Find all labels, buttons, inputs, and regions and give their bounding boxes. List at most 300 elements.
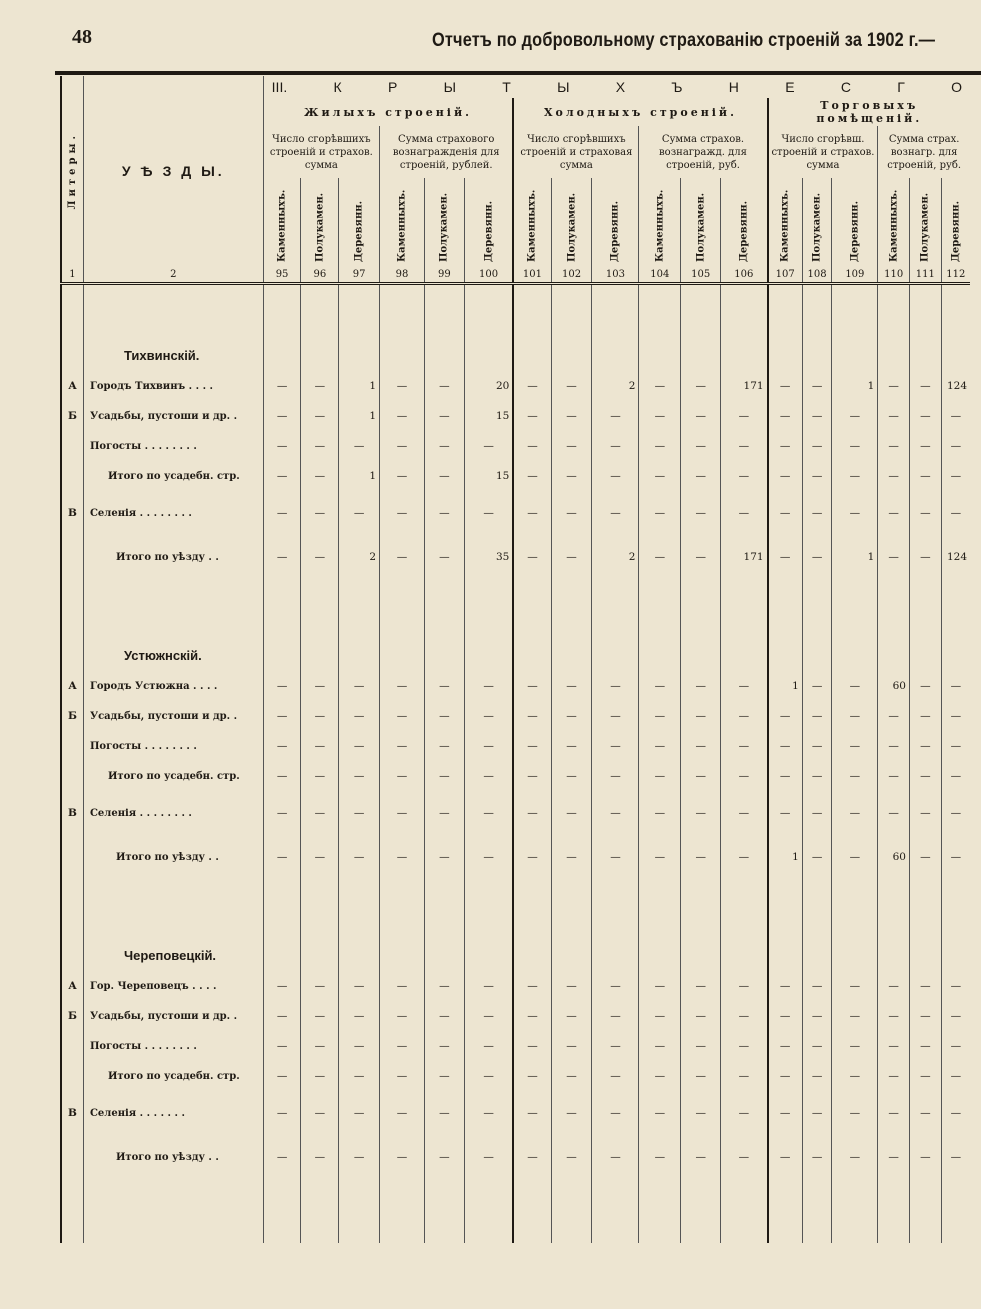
column-number: 99 [425, 266, 465, 284]
cell-value: — [301, 1031, 339, 1061]
cell-value: — [681, 671, 721, 701]
cell-value: — [592, 671, 639, 701]
cell-value: — [878, 491, 910, 535]
cell-value: — [301, 791, 339, 835]
cell-value: 1 [768, 671, 803, 701]
cell-value: — [513, 1091, 551, 1135]
cell-value: — [380, 535, 425, 579]
cell-value: — [339, 1091, 380, 1135]
row-name: Усадьбы, пустоши и др. . [83, 701, 263, 731]
cell-value: — [768, 535, 803, 579]
cell-value: — [910, 401, 942, 431]
page-number: 48 [72, 26, 92, 48]
material-header: Деревянн. [832, 178, 878, 266]
table-row [61, 535, 970, 579]
cell-value: — [263, 1135, 301, 1179]
cell-value: — [513, 401, 551, 431]
cell-value: 1 [832, 371, 878, 401]
column-number: 100 [464, 266, 513, 284]
cell-value: — [513, 791, 551, 835]
cell-value: — [592, 491, 639, 535]
cell-value: — [802, 671, 832, 701]
cell-value: — [513, 1061, 551, 1091]
cell-value: — [878, 1061, 910, 1091]
cell-value: — [513, 491, 551, 535]
cell-value: — [425, 371, 465, 401]
cell-value: — [592, 731, 639, 761]
row-name: Погосты . . . . . . . . [83, 731, 263, 761]
cell-value: — [380, 835, 425, 879]
cell-value: — [639, 761, 681, 791]
cell-value: — [263, 431, 301, 461]
cell-value: — [464, 1061, 513, 1091]
column-number: 107 [768, 266, 803, 284]
cell-value: — [832, 671, 878, 701]
table-row [61, 371, 970, 401]
cell-value: — [513, 671, 551, 701]
row-liter: В [61, 1091, 83, 1135]
cell-value: — [339, 731, 380, 761]
cell-value: — [339, 761, 380, 791]
cell-value: 1 [339, 401, 380, 431]
banner-letter: Ъ [671, 79, 683, 95]
insurance-table [60, 76, 970, 1243]
cell-value: — [878, 1091, 910, 1135]
cell-value: — [380, 731, 425, 761]
row-liter: Б [61, 1001, 83, 1031]
cell-value: 2 [592, 371, 639, 401]
cell-value: — [802, 461, 832, 491]
cell-value: — [768, 971, 803, 1001]
cell-value: — [802, 761, 832, 791]
cell-value: — [941, 671, 970, 701]
cell-value: — [639, 1091, 681, 1135]
row-name: Итого по усадебн. стр. [83, 1061, 263, 1091]
row-name: Итого по уѣзду . . [83, 1135, 263, 1179]
cell-value: — [380, 401, 425, 431]
cell-value: — [910, 835, 942, 879]
table-row [61, 761, 970, 791]
cell-value: — [910, 731, 942, 761]
cell-value: — [301, 671, 339, 701]
cell-value: — [464, 791, 513, 835]
group-header: Жилыхъ строеній. [263, 98, 513, 126]
cell-value: — [941, 731, 970, 761]
cell-value: — [263, 761, 301, 791]
cell-value: — [721, 1091, 768, 1135]
cell-value: — [639, 461, 681, 491]
column-number: 98 [380, 266, 425, 284]
column-number: 103 [592, 266, 639, 284]
table-row [61, 671, 970, 701]
cell-value: — [721, 671, 768, 701]
row-liter: В [61, 491, 83, 535]
cell-value: — [380, 371, 425, 401]
cell-value: — [425, 835, 465, 879]
cell-value: 15 [464, 461, 513, 491]
table-row [61, 401, 970, 431]
cell-value: — [263, 535, 301, 579]
cell-value: — [639, 431, 681, 461]
row-name: Усадьбы, пустоши и др. . [83, 401, 263, 431]
banner-letter: Р [387, 79, 398, 95]
cell-value: — [263, 1091, 301, 1135]
cell-value: — [263, 491, 301, 535]
cell-value: — [832, 1091, 878, 1135]
column-number: 96 [301, 266, 339, 284]
cell-value: — [832, 835, 878, 879]
row-name: Усадьбы, пустоши и др. . [83, 1001, 263, 1031]
cell-value: — [551, 1135, 592, 1179]
cell-value: — [941, 791, 970, 835]
cell-value: — [425, 401, 465, 431]
cell-value: — [721, 701, 768, 731]
cell-value: — [339, 701, 380, 731]
cell-value: — [551, 761, 592, 791]
row-name: Итого по усадебн. стр. [83, 761, 263, 791]
cell-value: — [832, 461, 878, 491]
cell-value: — [802, 1091, 832, 1135]
row-liter: А [61, 371, 83, 401]
column-number: 111 [910, 266, 942, 284]
table-row [61, 701, 970, 731]
cell-value: — [910, 1001, 942, 1031]
cell-value: — [425, 971, 465, 1001]
cell-value: — [464, 1135, 513, 1179]
cell-value: — [301, 431, 339, 461]
cell-value: — [681, 535, 721, 579]
cell-value: — [380, 1091, 425, 1135]
cell-value: — [941, 971, 970, 1001]
material-header: Полукамен. [551, 178, 592, 266]
cell-value: — [878, 461, 910, 491]
material-header: Каменныхъ. [263, 178, 301, 266]
cell-value: — [721, 1001, 768, 1031]
cell-value: — [301, 971, 339, 1001]
cell-value: — [464, 491, 513, 535]
banner-letter: С [840, 79, 851, 95]
subgroup-header: Число сгорѣвшихъ строеній и страховая сумма [513, 126, 639, 178]
cell-value: — [551, 731, 592, 761]
cell-value: — [592, 461, 639, 491]
cell-value: — [941, 701, 970, 731]
cell-value: — [802, 535, 832, 579]
cell-value: — [681, 791, 721, 835]
material-header: Каменныхъ. [768, 178, 803, 266]
cell-value: — [802, 1031, 832, 1061]
column-number: 105 [681, 266, 721, 284]
cell-value: 124 [941, 535, 970, 579]
subgroup-header: Число сгорѣвш. строеній и страхов. сумма [768, 126, 878, 178]
cell-value: — [380, 971, 425, 1001]
cell-value: — [380, 1061, 425, 1091]
cell-value: — [941, 1001, 970, 1031]
cell-value: — [339, 491, 380, 535]
material-header: Каменныхъ. [380, 178, 425, 266]
banner-letter: Ы [557, 79, 570, 95]
cell-value: — [910, 701, 942, 731]
cell-value: — [339, 1001, 380, 1031]
cell-value: — [802, 1135, 832, 1179]
cell-value: — [721, 1031, 768, 1061]
cell-value: — [425, 731, 465, 761]
cell-value: — [878, 791, 910, 835]
cell-value: — [380, 461, 425, 491]
cell-value: — [425, 671, 465, 701]
running-head: Отчетъ по добровольному страхованію строеній за 1902 г.— [432, 30, 936, 51]
cell-value: — [639, 401, 681, 431]
cell-value: — [832, 1061, 878, 1091]
cell-value: — [832, 1135, 878, 1179]
cell-value: — [380, 701, 425, 731]
cell-value: — [639, 1001, 681, 1031]
cell-value: — [768, 1135, 803, 1179]
subgroup-header: Сумма страхов. вознагражд. для строеній, руб. [639, 126, 768, 178]
cell-value: — [639, 491, 681, 535]
cell-value: — [910, 461, 942, 491]
table-row [61, 461, 970, 491]
section-title: Устюжнскій. [83, 609, 263, 671]
row-name: Городъ Тихвинъ . . . . [83, 371, 263, 401]
cell-value: — [639, 1031, 681, 1061]
column-number: 106 [721, 266, 768, 284]
cell-value: — [639, 971, 681, 1001]
cell-value: — [721, 1061, 768, 1091]
cell-value: — [301, 1091, 339, 1135]
cell-value: — [592, 835, 639, 879]
cell-value: — [639, 835, 681, 879]
row-liter: Б [61, 401, 83, 431]
table-header [61, 76, 970, 284]
cell-value: — [301, 461, 339, 491]
cell-value: — [301, 491, 339, 535]
cell-value: — [380, 491, 425, 535]
banner-letter: Е [785, 79, 795, 95]
table-row [61, 1135, 970, 1179]
row-liter [61, 1061, 83, 1091]
cell-value: — [878, 371, 910, 401]
cell-value: — [425, 1135, 465, 1179]
material-header: Деревянн. [339, 178, 380, 266]
cell-value: — [768, 761, 803, 791]
cell-value: — [425, 761, 465, 791]
cell-value: — [464, 671, 513, 701]
cell-value: — [551, 401, 592, 431]
cell-value: — [802, 401, 832, 431]
cell-value: — [878, 971, 910, 1001]
cell-value: — [910, 371, 942, 401]
banner-letter: Г [897, 79, 905, 95]
cell-value: — [551, 1031, 592, 1061]
cell-value: — [639, 701, 681, 731]
cell-value: — [551, 491, 592, 535]
cell-value: — [592, 791, 639, 835]
cell-value: — [802, 835, 832, 879]
row-liter [61, 535, 83, 579]
cell-value: — [464, 835, 513, 879]
cell-value: — [592, 1135, 639, 1179]
row-name: Гор. Череповецъ . . . . [83, 971, 263, 1001]
cell-value: — [339, 1135, 380, 1179]
row-name: Погосты . . . . . . . . [83, 431, 263, 461]
table-row [61, 1031, 970, 1061]
cell-value: — [551, 431, 592, 461]
cell-value: — [721, 731, 768, 761]
cell-value: — [301, 1135, 339, 1179]
cell-value: — [802, 971, 832, 1001]
cell-value: — [301, 535, 339, 579]
banner-letter: Х [615, 79, 626, 95]
cell-value: — [878, 1031, 910, 1061]
cell-value: — [721, 971, 768, 1001]
cell-value: — [910, 491, 942, 535]
cell-value: — [721, 461, 768, 491]
cell-value: — [681, 971, 721, 1001]
cell-value: — [551, 1091, 592, 1135]
cell-value: — [802, 1001, 832, 1031]
row-liter [61, 1031, 83, 1061]
cell-value: — [878, 701, 910, 731]
cell-value: — [802, 701, 832, 731]
cell-value: — [263, 1031, 301, 1061]
cell-value: — [681, 1031, 721, 1061]
cell-value: — [878, 1001, 910, 1031]
group-header: Торговыхъ помѣщеній. [768, 98, 970, 126]
cell-value: — [301, 835, 339, 879]
cell-value: — [551, 971, 592, 1001]
cell-value: — [339, 1061, 380, 1091]
cell-value: — [878, 535, 910, 579]
column-number: 108 [802, 266, 832, 284]
cell-value: — [910, 535, 942, 579]
row-liter: В [61, 791, 83, 835]
cell-value: — [681, 701, 721, 731]
cell-value: — [768, 1061, 803, 1091]
column-number: 104 [639, 266, 681, 284]
section-banner [263, 76, 970, 98]
table-row [61, 491, 970, 535]
cell-value: — [551, 461, 592, 491]
cell-value: — [910, 671, 942, 701]
cell-value: — [464, 761, 513, 791]
table-row [61, 791, 970, 835]
row-liter: Б [61, 701, 83, 731]
row-name: Итого по уѣзду . . [83, 535, 263, 579]
cell-value: — [941, 835, 970, 879]
banner-letter: III. [271, 79, 288, 95]
cell-value: — [551, 1061, 592, 1091]
row-liter [61, 1135, 83, 1179]
cell-value: 2 [339, 535, 380, 579]
cell-value: — [339, 671, 380, 701]
cell-value: — [878, 731, 910, 761]
table-row [61, 835, 970, 879]
cell-value: — [513, 761, 551, 791]
table-row [61, 1091, 970, 1135]
banner-letter: Н [728, 79, 739, 95]
cell-value: — [832, 971, 878, 1001]
cell-value: — [551, 671, 592, 701]
cell-value: — [464, 431, 513, 461]
cell-value: — [513, 535, 551, 579]
cell-value: — [380, 671, 425, 701]
cell-value: — [802, 491, 832, 535]
material-header: Каменныхъ. [878, 178, 910, 266]
material-header: Деревянн. [464, 178, 513, 266]
material-header: Полукамен. [681, 178, 721, 266]
cell-value: — [464, 1001, 513, 1031]
cell-value: — [721, 431, 768, 461]
subgroup-header: Число сгорѣвшихъ строеній и страхов. сумма [263, 126, 379, 178]
cell-value: — [425, 491, 465, 535]
cell-value: — [768, 791, 803, 835]
table-row [61, 971, 970, 1001]
row-liter [61, 431, 83, 461]
cell-value: — [721, 491, 768, 535]
cell-value: 124 [941, 371, 970, 401]
cell-value: — [768, 491, 803, 535]
cell-value: — [802, 791, 832, 835]
section-title: Череповецкій. [83, 909, 263, 971]
cell-value: — [832, 431, 878, 461]
cell-value: — [551, 1001, 592, 1031]
cell-value: — [832, 731, 878, 761]
cell-value: — [639, 535, 681, 579]
cell-value: — [464, 701, 513, 731]
cell-value: — [910, 971, 942, 1001]
cell-value: — [768, 401, 803, 431]
cell-value: — [464, 1031, 513, 1061]
cell-value: — [910, 1091, 942, 1135]
cell-value: — [513, 835, 551, 879]
cell-value: — [832, 1031, 878, 1061]
column-number: 112 [941, 266, 970, 284]
cell-value: — [425, 1091, 465, 1135]
material-header: Полукамен. [425, 178, 465, 266]
cell-value: — [639, 371, 681, 401]
cell-value: — [802, 371, 832, 401]
cell-value: — [878, 431, 910, 461]
cell-value: — [464, 731, 513, 761]
material-header: Деревянн. [721, 178, 768, 266]
cell-value: 171 [721, 535, 768, 579]
top-rule [55, 71, 981, 75]
cell-value: — [721, 1135, 768, 1179]
cell-value: 1 [339, 461, 380, 491]
cell-value: — [941, 1091, 970, 1135]
cell-value: — [513, 701, 551, 731]
row-liter [61, 761, 83, 791]
cell-value: — [768, 371, 803, 401]
cell-value: — [339, 431, 380, 461]
cell-value: — [339, 1031, 380, 1061]
section-row [61, 609, 970, 671]
cell-value: — [339, 835, 380, 879]
cell-value: — [910, 1061, 942, 1091]
cell-value: — [768, 431, 803, 461]
row-liter: А [61, 971, 83, 1001]
cell-value: — [910, 431, 942, 461]
cell-value: — [380, 1001, 425, 1031]
cell-value: — [425, 1061, 465, 1091]
cell-value: — [681, 1001, 721, 1031]
cell-value: — [592, 701, 639, 731]
cell-value: — [263, 701, 301, 731]
cell-value: — [681, 461, 721, 491]
cell-value: — [263, 461, 301, 491]
table-row [61, 731, 970, 761]
cell-value: — [551, 835, 592, 879]
